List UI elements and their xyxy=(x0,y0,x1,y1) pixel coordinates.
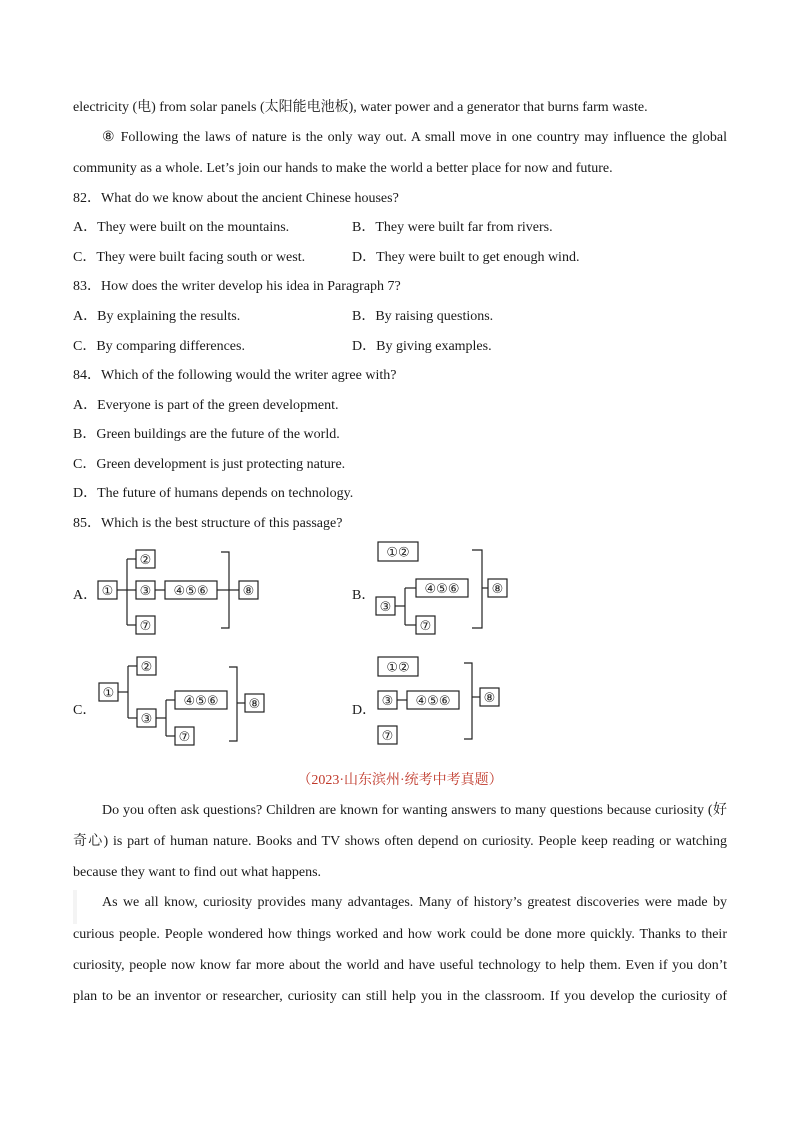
paragraph-8-line1: ⑧ Following the laws of nature is the only way out. A small move in one country may influence the global xyxy=(102,130,727,145)
option-d-label: D． xyxy=(352,703,377,718)
structure-diagram-a xyxy=(93,548,273,638)
margin-mark xyxy=(73,890,77,924)
question-82-option-a: A．They were built on the mountains. xyxy=(73,220,290,235)
box-2: ② xyxy=(139,553,152,568)
box-7: ⑦ xyxy=(139,619,152,634)
option-a-label: A． xyxy=(73,588,98,603)
option-b-label: B． xyxy=(352,588,376,603)
passage2-p1-line2: 奇心) is part of human nature. Books and TV shows often depend on curiosity. People keep reading or watching xyxy=(73,834,727,849)
question-83-stem: 83．How does the writer develop his idea in Paragraph 7? xyxy=(73,279,401,294)
question-83-option-d: D．By giving examples. xyxy=(352,339,492,354)
box-1: ① xyxy=(102,686,115,701)
structure-diagram-b xyxy=(372,540,522,640)
box-3: ③ xyxy=(381,694,394,709)
box-8: ⑧ xyxy=(491,582,504,597)
box-7: ⑦ xyxy=(419,619,432,634)
option-c-label: C． xyxy=(73,703,97,718)
box-12: ①② xyxy=(386,660,410,676)
box-8: ⑧ xyxy=(248,697,261,712)
passage2-p2-line3: curiosity, people now know far more about the world and have useful technology to help them. Even if you don’t xyxy=(73,958,727,973)
question-82-stem: 82．What do we know about the ancient Chinese houses? xyxy=(73,191,399,206)
box-12: ①② xyxy=(386,545,410,561)
passage2-p2-line1: As we all know, curiosity provides many advantages. Many of history’s greatest discoveries were made by xyxy=(102,895,727,910)
question-84-option-d: D．The future of humans depends on technology. xyxy=(73,486,354,501)
box-1: ① xyxy=(101,584,114,599)
structure-diagram-d xyxy=(372,655,522,750)
box-3: ③ xyxy=(379,600,392,615)
paragraph-8-line2: community as a whole. Let’s join our hands to make the world a better place for now and future. xyxy=(73,161,613,176)
box-8: ⑧ xyxy=(242,584,255,599)
question-82-option-c: C．They were built facing south or west. xyxy=(73,250,306,265)
question-84-stem: 84．Which of the following would the writer agree with? xyxy=(73,368,397,383)
question-82-option-b: B．They were built far from rivers. xyxy=(352,220,553,235)
question-83-option-b: B．By raising questions. xyxy=(352,309,494,324)
structure-diagram-c xyxy=(93,655,273,750)
question-85-stem: 85．Which is the best structure of this passage? xyxy=(73,516,343,531)
question-84-option-b: B．Green buildings are the future of the world. xyxy=(73,427,340,442)
passage2-p1-line1: Do you often ask questions? Children are known for wanting answers to many questions because curiosity (好 xyxy=(102,803,727,818)
question-84-option-c: C．Green development is just protecting nature. xyxy=(73,457,346,472)
question-83-option-c: C．By comparing differences. xyxy=(73,339,245,354)
passage2-p2-line2: curious people. People wondered how things worked and how work could be done more quickly. Thanks to their xyxy=(73,927,727,942)
box-456: ④⑤⑥ xyxy=(173,584,209,599)
question-83-option-a: A．By explaining the results. xyxy=(73,309,241,324)
passage2-p2-line4: plan to be an inventor or researcher, curiosity can still help you in the classroom. If you develop the curiosity of xyxy=(73,989,727,1004)
box-3: ③ xyxy=(140,712,153,727)
question-84-option-a: A．Everyone is part of the green development. xyxy=(73,398,339,413)
box-7: ⑦ xyxy=(381,729,394,744)
box-456: ④⑤⑥ xyxy=(424,582,460,597)
box-2: ② xyxy=(140,660,153,675)
question-82-option-d: D．They were built to get enough wind. xyxy=(352,250,580,265)
box-456: ④⑤⑥ xyxy=(183,694,219,709)
box-456: ④⑤⑥ xyxy=(415,694,451,709)
box-7: ⑦ xyxy=(178,730,191,745)
box-3: ③ xyxy=(139,584,152,599)
passage2-p1-line3: because they want to find out what happens. xyxy=(73,865,322,880)
source-tag: （2023·山东滨州·统考中考真题） xyxy=(297,773,503,788)
box-8: ⑧ xyxy=(483,691,496,706)
passage-line: electricity (电) from solar panels (太阳能电池板), water power and a generator that burns farm waste. xyxy=(73,100,648,115)
